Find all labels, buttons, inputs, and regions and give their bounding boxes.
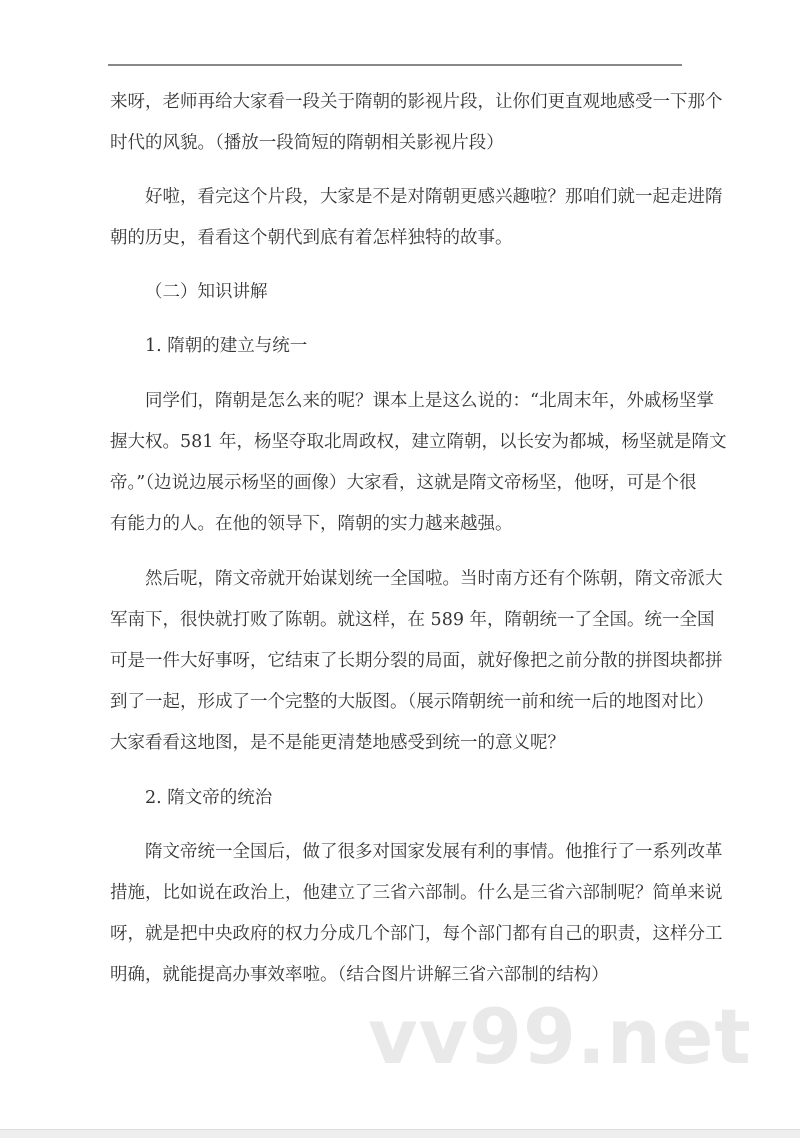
paragraph-line: 同学们，隋朝是怎么来的呢？课本上是这么说的：“北周末年，外戚杨坚掌 [145,391,714,411]
paragraph-line: 握大权。581 年，杨坚夺取北周政权，建立隋朝，以长安为都城，杨坚就是隋文 [110,432,727,452]
subsection-heading: 1. 隋朝的建立与统一 [145,336,308,356]
paragraph-line: 然后呢，隋文帝就开始谋划统一全国啦。当时南方还有个陈朝，隋文帝派大 [145,569,723,589]
paragraph-line: 有能力的人。在他的领导下，隋朝的实力越来越强。 [110,514,513,534]
paragraph-line: 好啦，看完这个片段，大家是不是对隋朝更感兴趣啦？那咱们就一起走进隋 [145,187,723,207]
paragraph-line: 措施，比如说在政治上，他建立了三省六部制。什么是三省六部制呢？简单来说 [110,883,723,903]
subsection-heading: 2. 隋文帝的统治 [145,788,273,808]
paragraph-line: 来呀，老师再给大家看一段关于隋朝的影视片段，让你们更直观地感受一下那个 [110,92,723,112]
paragraph-line: 可是一件大好事呀，它结束了长期分裂的局面，就好像把之前分散的拼图块都拼 [110,651,723,671]
paragraph-line: 到了一起，形成了一个完整的大版图。（展示隋朝统一前和统一后的地图对比） [110,692,714,712]
header-rule [108,64,682,66]
paragraph-line: 时代的风貌。（播放一段简短的隋朝相关影视片段） [110,133,504,153]
paragraph-line: 呀，就是把中央政府的权力分成几个部门，每个部门都有自己的职责，这样分工 [110,924,723,944]
section-heading: （二）知识讲解 [145,282,268,302]
paragraph-line: 隋文帝统一全国后，做了很多对国家发展有利的事情。他推行了一系列改革 [145,842,723,862]
paragraph-line: 军南下，很快就打败了陈朝。就这样，在 589 年，隋朝统一了全国。统一全国 [110,610,715,630]
paragraph-line: 帝。”（边说边展示杨坚的画像）大家看，这就是隋文帝杨坚，他呀，可是个很 [110,473,697,493]
paragraph-line: 大家看看这地图，是不是能更清楚地感受到统一的意义呢？ [110,733,565,753]
watermark: vv99.net [368,992,752,1081]
paragraph-line: 明确，就能提高办事效率啦。（结合图片讲解三省六部制的结构） [110,965,609,985]
paragraph-line: 朝的历史，看看这个朝代到底有着怎样独特的故事。 [110,228,513,248]
